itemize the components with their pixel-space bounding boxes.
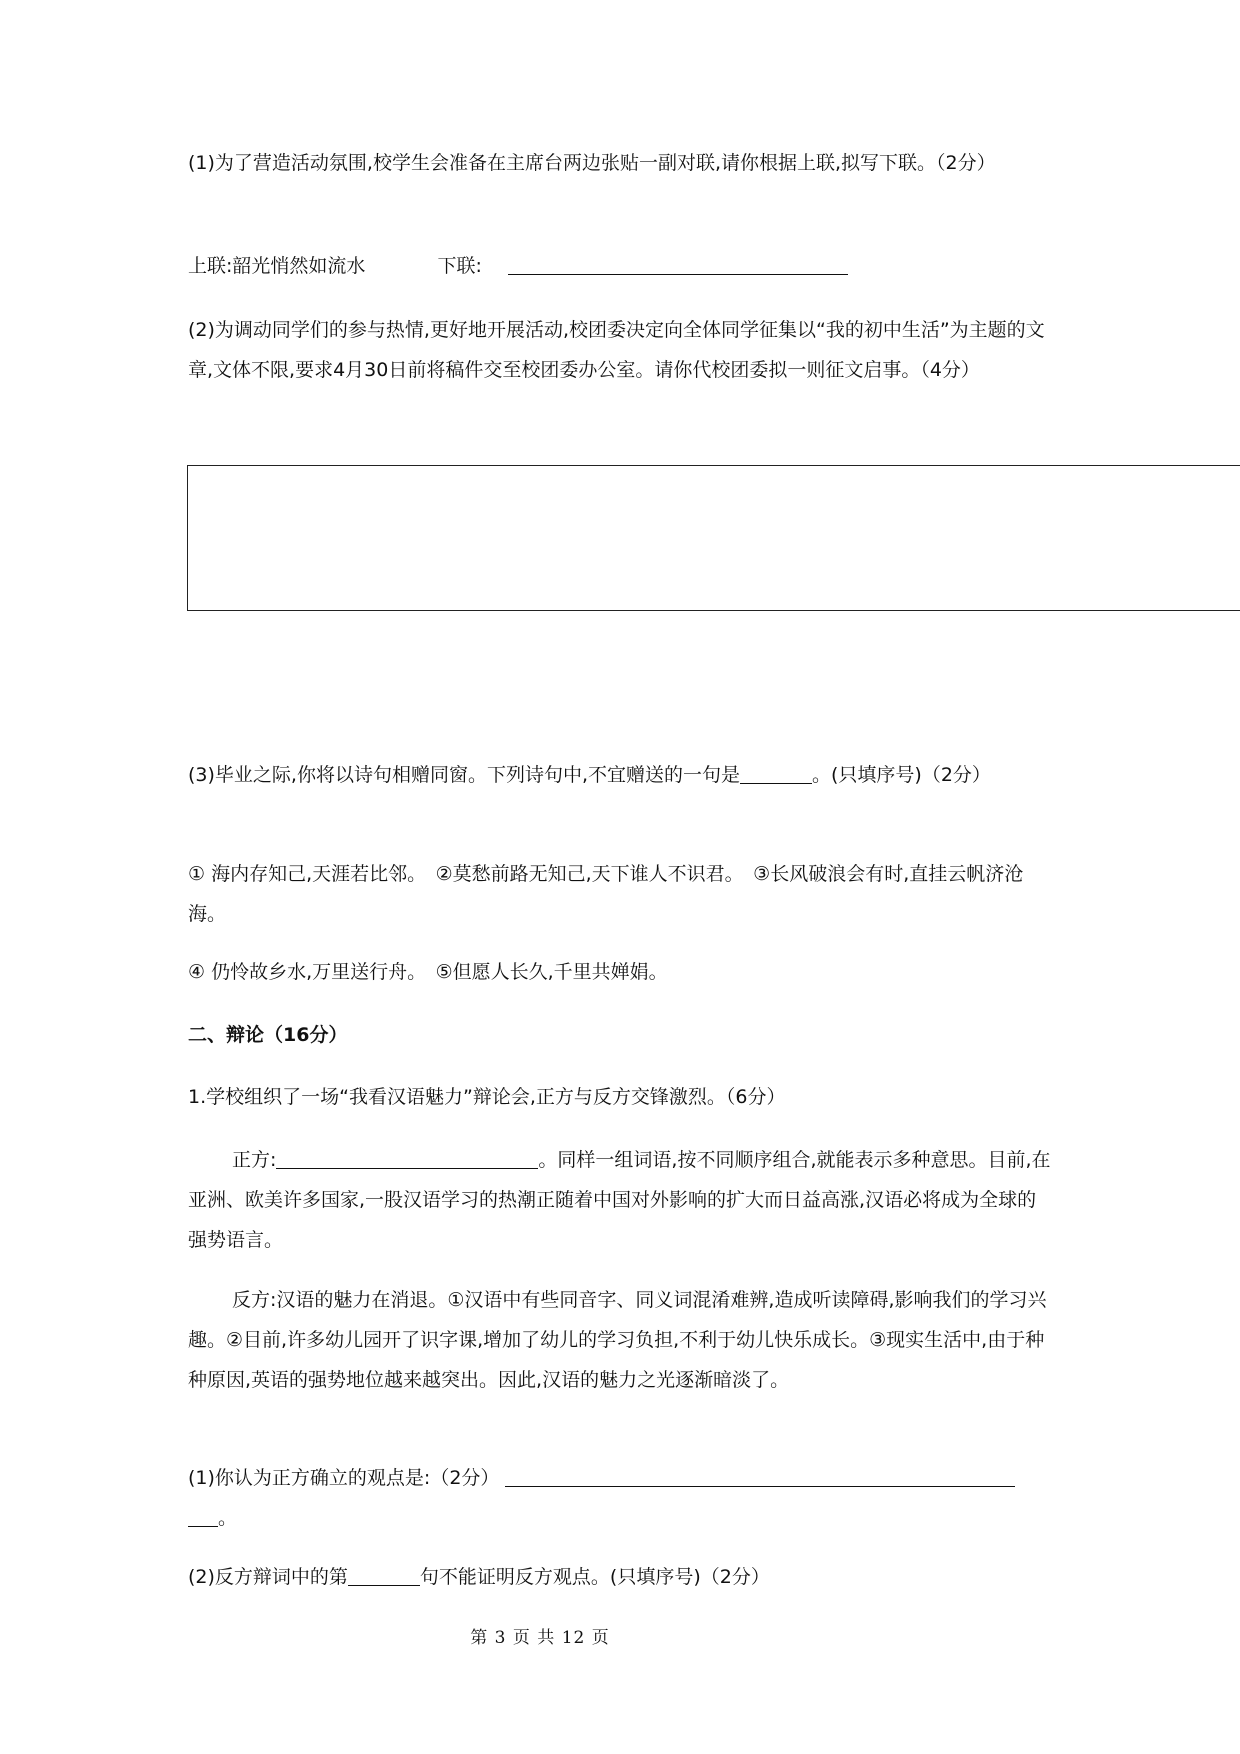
poem-options-1 bbox=[188, 854, 1054, 934]
couplet-line bbox=[188, 246, 1054, 286]
sentence-number-blank[interactable] bbox=[348, 1563, 420, 1586]
question-1-3-text-before: (3)毕业之际,你将以诗句相赠同窗。下列诗句中,不宜赠送的一句是 bbox=[188, 764, 740, 786]
sub-question-1 bbox=[188, 1458, 1054, 1538]
section-2-question-1-text: 1.学校组织了一场“我看汉语魅力”辩论会,正方与反方交锋激烈。（6分） bbox=[188, 1086, 786, 1108]
pro-label: 正方: bbox=[232, 1149, 277, 1171]
page-footer bbox=[0, 1623, 1080, 1648]
section-2-heading bbox=[188, 1015, 1054, 1055]
question-1-1-text: (1)为了营造活动氛围,校学生会准备在主席台两边张贴一副对联,请你根据上联,拟写下联。（2分） bbox=[188, 152, 996, 174]
pro-paragraph bbox=[188, 1140, 1054, 1260]
sub-question-2-before: (2)反方辩词中的第 bbox=[188, 1566, 348, 1588]
sub-question-1-text: (1)你认为正方确立的观点是:（2分） bbox=[188, 1467, 500, 1489]
page-number: 第 3 页 共 12 页 bbox=[470, 1628, 610, 1648]
pro-viewpoint-blank[interactable] bbox=[276, 1146, 538, 1169]
pro-viewpoint-answer-blank[interactable] bbox=[505, 1464, 1015, 1487]
upper-couplet-label: 上联: bbox=[188, 255, 233, 277]
pro-text: 。同样一组词语,按不同顺序组合,就能表示多种意思。目前,在亚洲、欧美许多国家,一股汉语学习的热潮正随着中国对外影响的扩大而日益高涨,汉语必将成为全球的强势语言。 bbox=[188, 1149, 1051, 1251]
lower-couplet-label: 下联: bbox=[437, 255, 482, 277]
lower-couplet-blank[interactable] bbox=[508, 252, 848, 275]
question-1-3-text-after: 。(只填序号)（2分） bbox=[812, 764, 991, 786]
section-2-question-1 bbox=[188, 1077, 1054, 1117]
con-paragraph bbox=[188, 1280, 1054, 1400]
poem-options-2 bbox=[188, 952, 1054, 992]
poem-options-line2: ④ 仍怜故乡水,万里送行舟。 ⑤但愿人长久,千里共婵娟。 bbox=[188, 961, 668, 983]
poem-options-line1: ① 海内存知己,天涯若比邻。 ②莫愁前路无知己,天下谁人不识君。 ③长风破浪会有时,直挂云帆济沧海。 bbox=[188, 863, 1024, 925]
question-1-2-text: (2)为调动同学们的参与热情,更好地开展活动,校团委决定向全体同学征集以“我的初中生活”为主题的文章,文体不限,要求4月30日前将稿件交至校团委办公室。请你代校团委拟一则征文启事。（4分） bbox=[188, 319, 1045, 381]
answer-box[interactable] bbox=[187, 465, 1240, 611]
pro-viewpoint-answer-blank-cont[interactable] bbox=[188, 1504, 218, 1527]
question-1-2 bbox=[188, 310, 1054, 390]
upper-couplet-text: 韶光悄然如流水 bbox=[232, 255, 366, 277]
question-1-3 bbox=[188, 755, 1054, 795]
sub-question-2-after: 句不能证明反方观点。(只填序号)（2分） bbox=[419, 1566, 770, 1588]
section-2-heading-text: 二、辩论（16分） bbox=[188, 1024, 348, 1046]
sub-question-1-end: 。 bbox=[218, 1507, 238, 1529]
con-text: 反方:汉语的魅力在消退。①汉语中有些同音字、同义词混淆难辨,造成听读障碍,影响我们的学习兴趣。②目前,许多幼儿园开了识字课,增加了幼儿的学习负担,不利于幼儿快乐成长。③现实生活中,由于种种原因,英语的强势地位越来越突出。因此,汉语的魅力之光逐渐暗淡了。 bbox=[188, 1289, 1047, 1391]
question-1-1 bbox=[188, 143, 1054, 183]
poem-answer-blank[interactable] bbox=[740, 761, 812, 784]
sub-question-2 bbox=[188, 1557, 1054, 1597]
